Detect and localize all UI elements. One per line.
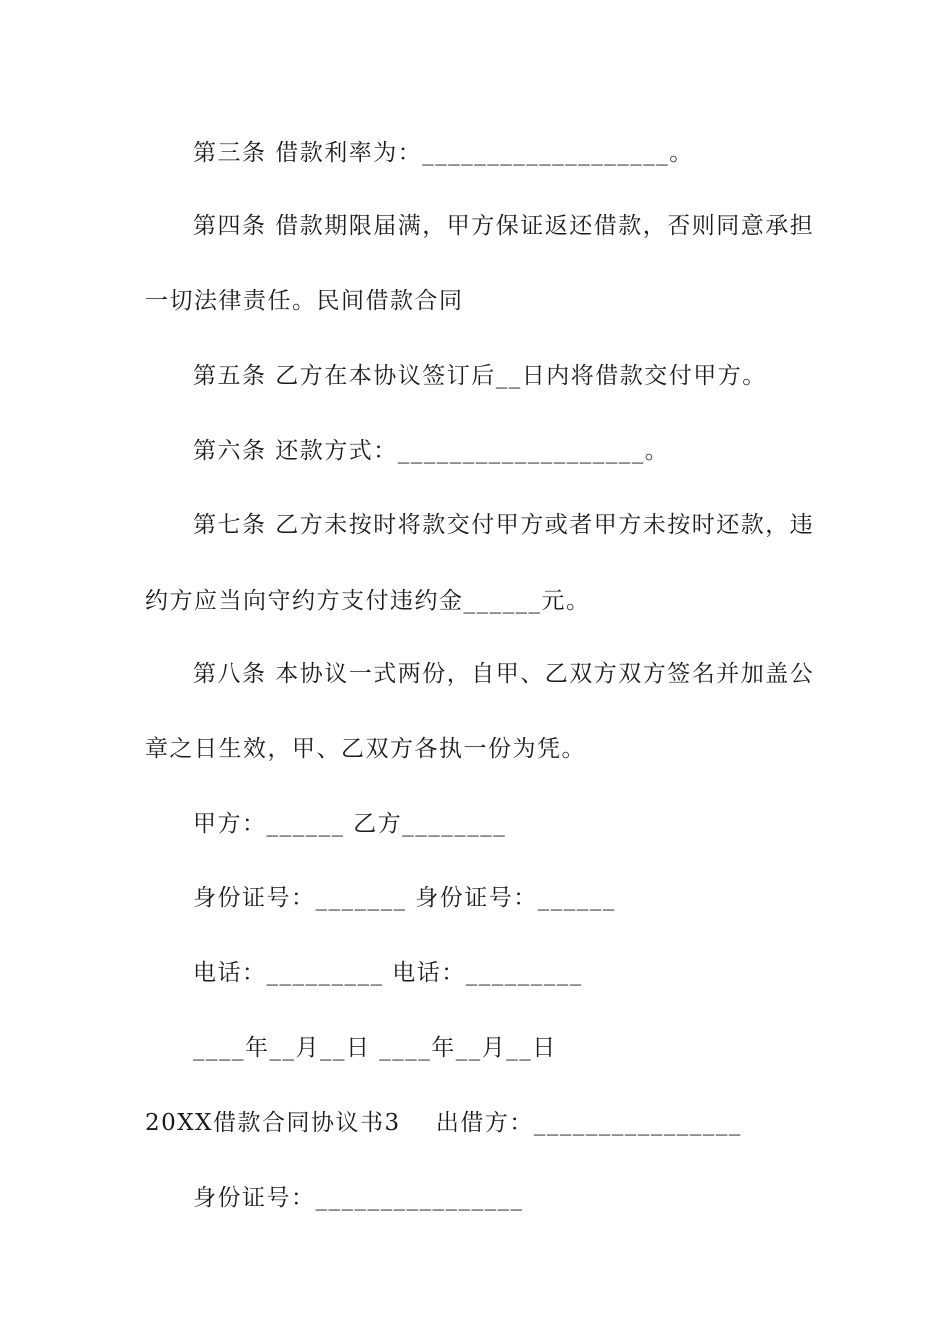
id-number-line: 身份证号：_______ 身份证号：______: [193, 885, 616, 911]
clause-8-continuation: 章之日生效，甲、乙双方各执一份为凭。: [145, 736, 586, 762]
clause-5-delivery: 第五条 乙方在本协议签订后__日内将借款交付甲方。: [193, 363, 767, 389]
section-title-lender: 20XX借款合同协议书3 出借方：________________: [145, 1110, 742, 1136]
clause-7-continuation: 约方应当向守约方支付违约金______元。: [145, 588, 591, 614]
clause-3-interest-rate: 第三条 借款利率为：___________________。: [193, 140, 694, 166]
date-line: ____年__月__日 ____年__月__日: [193, 1035, 557, 1061]
phone-line: 电话：_________ 电话：_________: [193, 960, 583, 986]
clause-4-repayment-term: 第四条 借款期限届满，甲方保证返还借款，否则同意承担: [193, 213, 815, 239]
clause-6-repayment-method: 第六条 还款方式：___________________。: [193, 438, 670, 464]
clause-8-copies: 第八条 本协议一式两份，自甲、乙双方双方签名并加盖公: [193, 661, 815, 687]
clause-7-breach: 第七条 乙方未按时将款交付甲方或者甲方未按时还款，违: [193, 512, 815, 538]
clause-4-continuation: 一切法律责任。民间借款合同: [145, 288, 464, 314]
lender-id-number-line: 身份证号：________________: [193, 1185, 524, 1211]
party-signature-line: 甲方：______ 乙方________: [193, 811, 507, 837]
